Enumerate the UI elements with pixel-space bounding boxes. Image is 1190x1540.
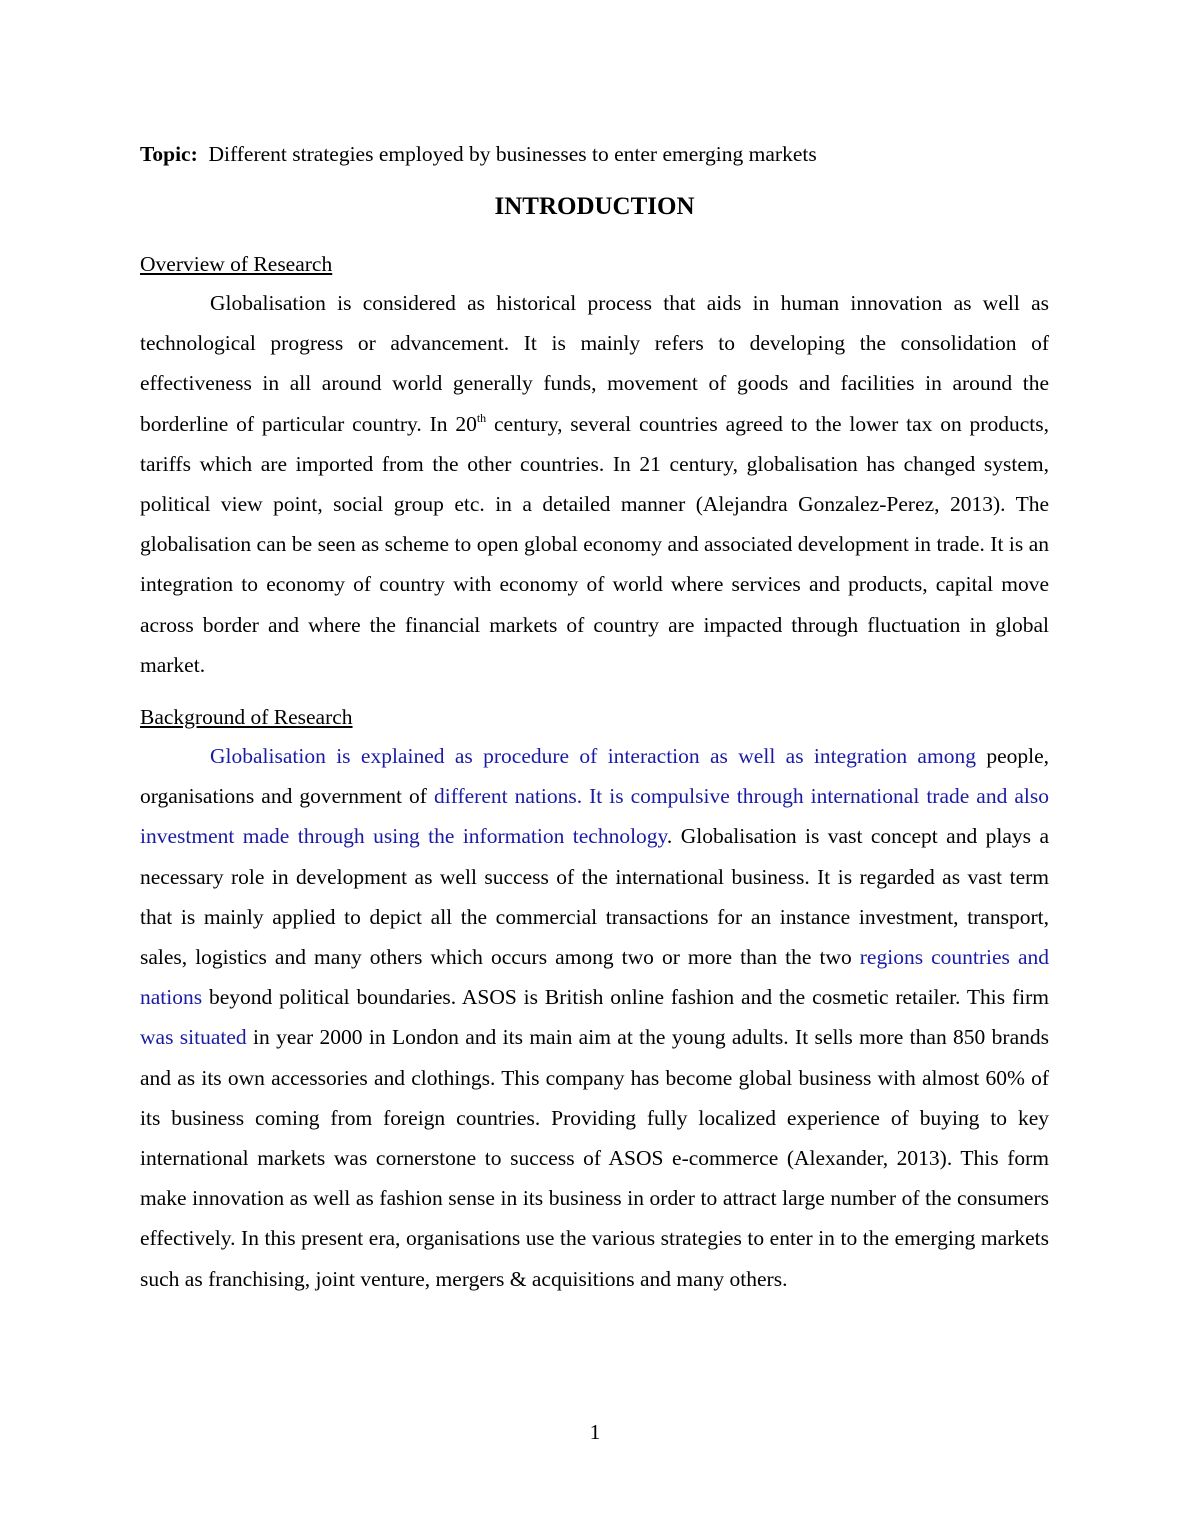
topic-line bbox=[140, 140, 817, 168]
overview-superscript: th bbox=[476, 410, 487, 425]
background-text-2: people, organisations and government of bbox=[140, 744, 1050, 809]
topic-text: Different strategies employed by businesses to enter emerging markets bbox=[208, 142, 817, 166]
overview-heading: Overview of Research bbox=[140, 252, 333, 276]
overview-text-1: Globalisation is considered as historical process that aids in human innovation as well as technological progress or advancement. It is mainly refers to developing the consolidation of effectiveness in all around world generally funds, movement of goods and facilities in around the borderline of particular country. In 20 bbox=[140, 291, 1049, 436]
background-text-5: regions countries and nations bbox=[140, 945, 1049, 1010]
background-text-8: in year 2000 in London and its main aim at the young adults. It sells more than 850 brands and as its own accessories and clothings. This company has become global business with almost 60% of its business coming from foreign countries. Providing fully localized experience of buying to key international markets was cornerstone to success of ASOS e-commerce (Alexander, 2013). This form make innovation as well as fashion sense in its business in order to attract large number of the consumers effectively. In this present era, organisations use the various strategies to enter in to the emerging markets such as franchising, joint venture, mergers & acquisitions and many others. bbox=[140, 1025, 1050, 1291]
overview-text-2: century, several countries agreed to the lower tax on products, tariffs which are imported from the other countries. In 21 century, globalisation has changed system, political view point, social group etc. in a detailed manner (Alejandra Gonzalez-Perez, 2013). The globalisation can be seen as scheme to open global economy and associated development in trade. It is an integration to economy of country with economy of world where services and products, capital move across border and where the financial markets of country are impacted through fluctuation in global market. bbox=[140, 411, 1049, 677]
background-text-1: Globalisation is explained as procedure of interaction as well as integration among bbox=[210, 744, 976, 768]
background-text-6: beyond political boundaries. ASOS is British online fashion and the cosmetic retailer. This firm bbox=[202, 985, 1049, 1010]
background-text-4: . Globalisation is vast concept and plays a necessary role in development as well success of the international business. It is regarded as vast term that is mainly applied to depict all the commercial transactions for an instance investment, transport, sales, logistics and many others which occurs among two or more than the two bbox=[140, 824, 1049, 970]
page-number: 1 bbox=[589, 1420, 601, 1444]
overview-paragraph bbox=[140, 283, 1049, 685]
background-text-7: was situated bbox=[140, 1025, 247, 1050]
background-paragraph bbox=[140, 736, 1049, 1299]
background-text-3: different nations. It is compulsive through international trade and also investment made through using the information technology bbox=[140, 784, 1049, 849]
page-title: INTRODUCTION bbox=[494, 193, 695, 220]
background-heading: Background of Research bbox=[140, 705, 353, 729]
topic-label: Topic: bbox=[140, 142, 198, 166]
